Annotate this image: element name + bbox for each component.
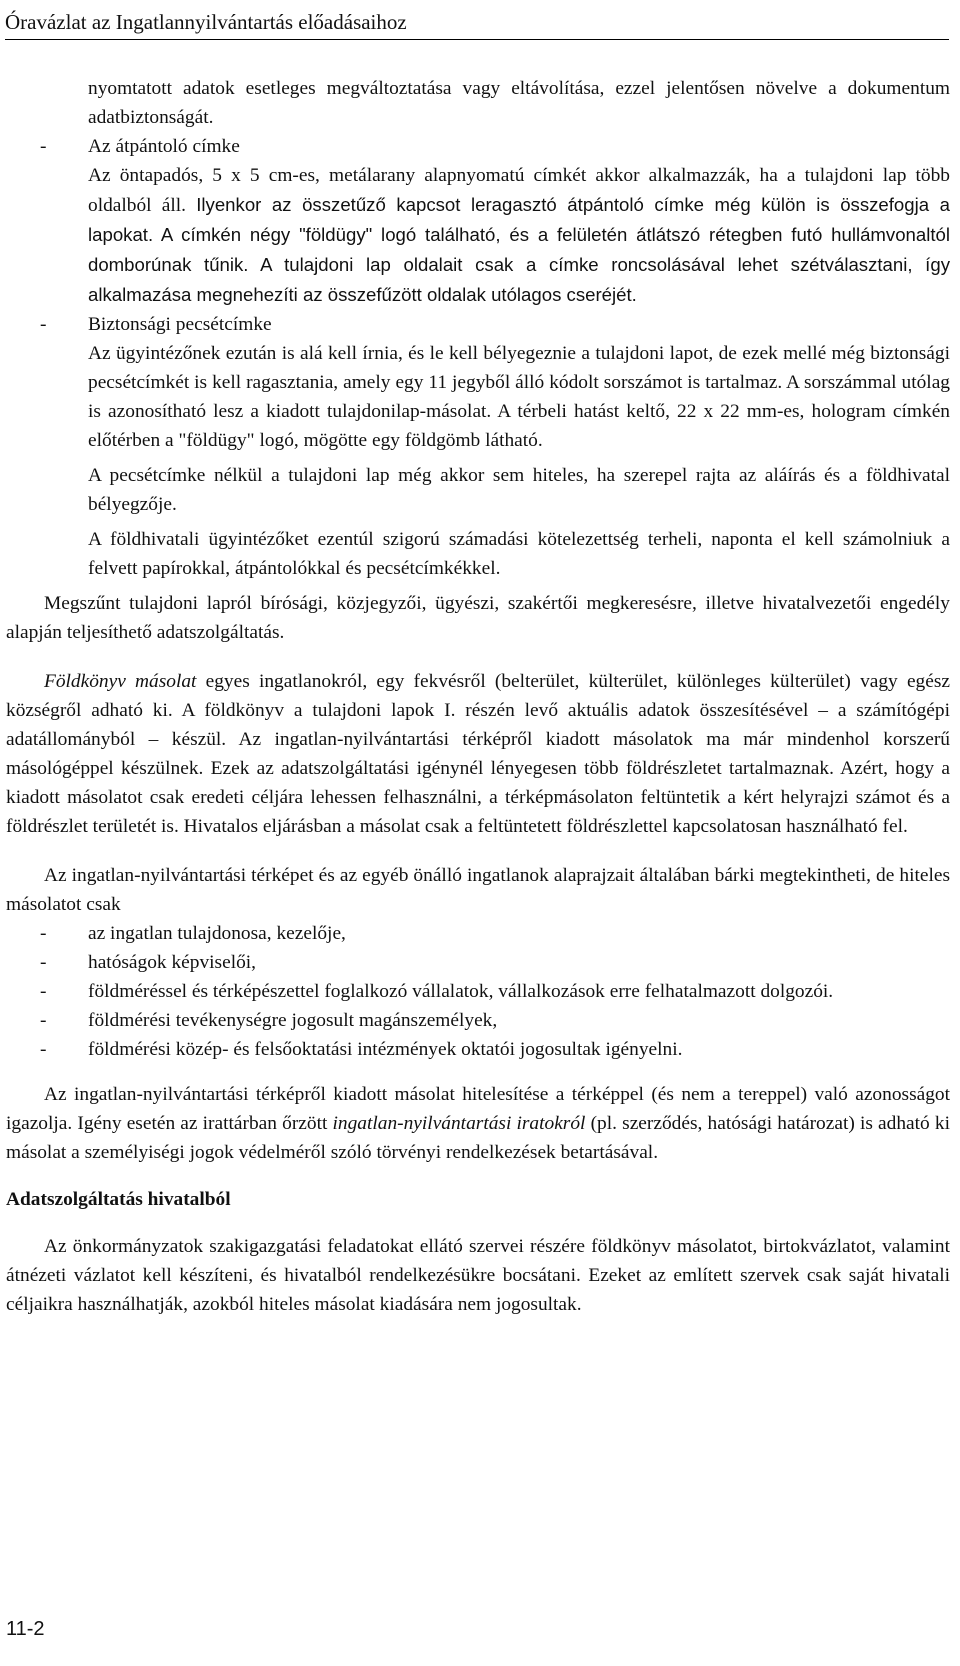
document-title: Óravázlat az Ingatlannyilvántartás előadásaihoz [5, 10, 407, 34]
page-number: 11-2 [6, 1618, 45, 1640]
list-item-text: az ingatlan tulajdonosa, kezelője, [88, 923, 346, 944]
list-dash: - [40, 314, 47, 335]
list-item [6, 1035, 950, 1064]
atpantolo-text-sans: Ilyenkor az összetűző kapcsot leragasztó átpántoló címke még külön is összefogja a lapokat. A címkén négy "földügy" logó található, és a felületén átlátszó rétegben futó hullámvonaltól domborúnak tűnik. A tulajdoni lap oldalait csak a címke roncsolásával lehet szétválasztani, így alkalmazása megnehezíti az összefűzött oldalak utólagos cseréjét. [88, 194, 950, 305]
document-body [6, 74, 950, 1319]
paragraph-hitelesites [6, 1080, 950, 1167]
paragraph-megszunt: Megszűnt tulajdoni lapról bírósági, közjegyzői, ügyészi, szakértői megkeresésre, illetve hivatalvezetői engedély alapján teljesíthető adatszolgáltatás. [6, 593, 950, 643]
hitelesites-text-2: (pl. szerződés, hatósági határozat) is adható ki másolat a személyiségi jogok védelméről szóló törvényi rendelkezések betartásával. [6, 1113, 950, 1163]
pecsetcimke-paragraph-1: Az ügyintézőnek ezután is alá kell írnia, és le kell bélyegeznie a tulajdoni lapot, de ezek mellé még biztonsági pecsétcímkét is kell ragasztania, amely egy 11 jegyből álló kódolt sorszámot is tartalmaz. A sorszámmal utólag is azonosítható lesz a kiadott tulajdonilap-másolat. A térbeli hatást keltő, 22 x 22 mm-es, hologram címkén előtérben a "földügy" logó, mögötte egy földgömb látható. [88, 343, 950, 451]
list-item-pecsetcimke [6, 310, 950, 339]
list-item [6, 977, 950, 1006]
page-header [5, 4, 949, 40]
list-item [6, 919, 950, 948]
list-item-atpantolo [6, 132, 950, 161]
list-item-title: Biztonsági pecsétcímke [88, 314, 272, 335]
list-item-title: Az átpántoló címke [88, 136, 240, 157]
paragraph-foldkonyv [6, 667, 950, 841]
list-dash: - [40, 136, 47, 157]
list-item-text: hatóságok képviselői, [88, 952, 257, 973]
term-foldkonyv-masolat: Földkönyv másolat [44, 671, 197, 692]
pecsetcimke-paragraph-2: A pecsétcímke nélkül a tulajdoni lap még akkor sem hiteles, ha szerepel rajta az aláírás és a földhivatal bélyegzője. [88, 465, 950, 515]
list-dash: - [40, 923, 47, 944]
list-dash: - [40, 981, 47, 1002]
atpantolo-description [6, 161, 950, 310]
paragraph-terkep-intro: Az ingatlan-nyilvántartási térképet és az egyéb önálló ingatlanok alaprajzait általában bárki megtekintheti, de hiteles másolatot csak [6, 865, 950, 915]
list-item-text: földmérési tevékenységre jogosult magánszemélyek, [88, 1010, 498, 1031]
term-iratok: ingatlan-nyilvántartási iratokról [332, 1113, 586, 1134]
section-heading: Adatszolgáltatás hivatalból [6, 1189, 231, 1210]
foldkonyv-text: egyes ingatlanokról, egy fekvésről (belterület, külterület, különleges külterület) vagy egész községről adható ki. A földkönyv a tulajdoni lapok I. részén levő aktuális adatok összesítésével – a számítógépi adatállományból – készül. Az ingatlan-nyilvántartási térképről kiadott másolatok ma már mindenhol korszerű másológéppel készülnek. Ezek az adatszolgáltatási igénynél lényegesen több földrészletet tartalmaznak. Azért, hogy a kiadott másolatot csak eredeti céljára lehessen felhasználni, a térképmásolaton feltüntetik a kért helyrajzi számot és a földrészlet területét is. Hivatalos eljárásban a másolat csak a feltüntetett földrészlettel kapcsolatosan használható fel. [6, 671, 951, 837]
list-item [6, 1006, 950, 1035]
list-item-text: földméréssel és térképészettel foglalkozó vállalatok, vállalkozások erre felhatalmazott dolgozói. [88, 981, 834, 1002]
continuation-paragraph: nyomtatott adatok esetleges megváltoztatása vagy eltávolítása, ezzel jelentősen növelve a dokumentum adatbiztonságát. [88, 78, 950, 128]
paragraph-onkormanyzat: Az önkormányzatok szakigazgatási feladatokat ellátó szervei részére földkönyv másolatot, birtokvázlatot, valamint átnézeti vázlatot kell készíteni, és hivatalból rendelkezésükre bocsátani. Ezeket az említett szervek csak saját hivatali céljaikra használhatják, azokból hiteles másolat kiadására nem jogosultak. [6, 1236, 950, 1315]
list-dash: - [40, 1010, 47, 1031]
list-item-text: földmérési közép- és felsőoktatási intézmények oktatói jogosultak igényelni. [88, 1039, 683, 1060]
list-dash: - [40, 952, 47, 973]
atpantolo-text-serif: Az öntapadós, 5 x 5 cm-es, metálarany alapnyomatú címkét akkor alkalmazzák, ha a tulajdoni lap több oldalból áll. [88, 165, 950, 216]
list-dash: - [40, 1039, 47, 1060]
list-item [6, 948, 950, 977]
hitelesites-text-1: Az ingatlan-nyilvántartási térképről kiadott másolat hitelesítése a térképpel (és nem a tereppel) való azonosságot igazolja. Igény esetén az irattárban őrzött [6, 1084, 950, 1134]
pecsetcimke-paragraph-3: A földhivatali ügyintézőket ezentúl szigorú számadási kötelezettség terheli, naponta el kell számolniuk a felvett papírokkal, átpántolókkal és pecsétcímkékkel. [88, 529, 950, 579]
